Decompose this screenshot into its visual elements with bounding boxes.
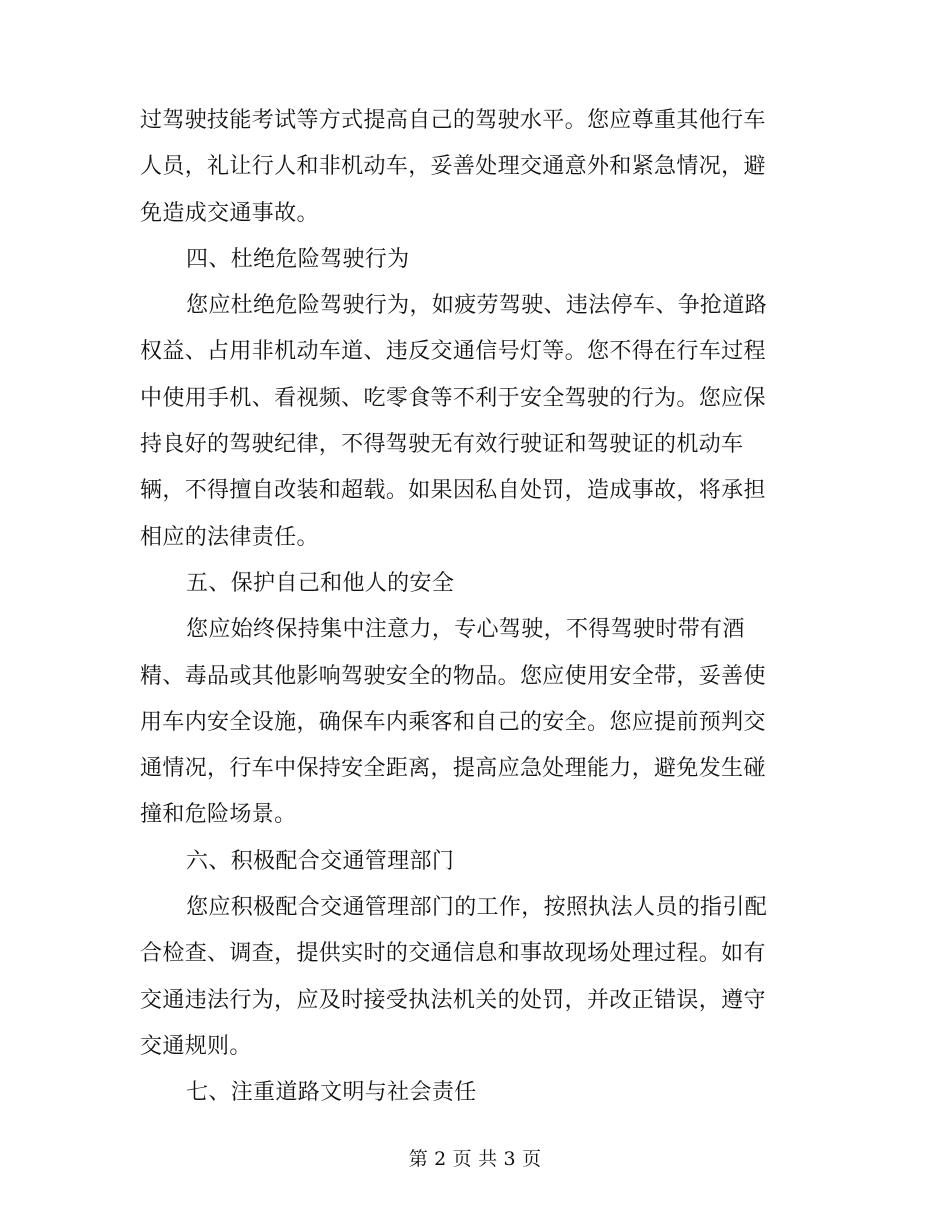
section-heading [140,237,800,283]
section-heading [140,561,800,607]
text-line: 相应的法律责任。 [140,524,319,550]
section-heading [140,839,800,885]
text-line: 免造成交通事故。 [140,200,319,226]
body-paragraph [140,98,800,237]
text-line: 精、毒品或其他影响驾驶安全的物品。您应使用安全带，妥善使 [140,663,766,689]
body-paragraph [140,885,800,1070]
text-line: 通情况，行车中保持安全距离，提高应急处理能力，避免发生碰 [140,756,766,782]
body-paragraph [140,283,800,561]
page-footer: 第 2 页 共 3 页 [408,1148,542,1170]
text-line: 持良好的驾驶纪律，不得驾驶无有效行驶证和驾驶证的机动车 [140,432,744,458]
text-line: 用车内安全设施，确保车内乘客和自己的安全。您应提前预判交 [140,709,766,735]
heading-text: 五、保护自己和他人的安全 [186,570,455,596]
heading-text: 六、积极配合交通管理部门 [186,848,455,874]
text-line: 人员，礼让行人和非机动车，妥善处理交通意外和紧急情况，避 [140,154,766,180]
text-line: 交通规则。 [140,1033,252,1059]
text-line: 辆，不得擅自改装和超载。如果因私自处罚，造成事故，将承担 [140,478,766,504]
text-line: 您应积极配合交通管理部门的工作，按照执法人员的指引配 [186,895,768,921]
body-paragraph [140,607,800,838]
document-page [140,98,800,1117]
heading-text: 七、注重道路文明与社会责任 [186,1080,477,1106]
text-line: 撞和危险场景。 [140,802,297,828]
text-line: 中使用手机、看视频、吃零食等不利于安全驾驶的行为。您应保 [140,385,766,411]
heading-text: 四、杜绝危险驾驶行为 [186,246,410,272]
text-line: 交通违法行为，应及时接受执法机关的处罚，并改正错误，遵守 [140,987,766,1013]
section-heading [140,1070,800,1116]
text-line: 过驾驶技能考试等方式提高自己的驾驶水平。您应尊重其他行车 [140,108,766,133]
text-line: 合检查、调查，提供实时的交通信息和事故现场处理过程。如有 [140,941,766,967]
text-line: 您应始终保持集中注意力，专心驾驶，不得驾驶时带有酒 [186,617,745,643]
text-line: 权益、占用非机动车道、违反交通信号灯等。您不得在行车过程 [140,339,766,365]
text-line: 您应杜绝危险驾驶行为，如疲劳驾驶、违法停车、争抢道路 [186,293,768,319]
